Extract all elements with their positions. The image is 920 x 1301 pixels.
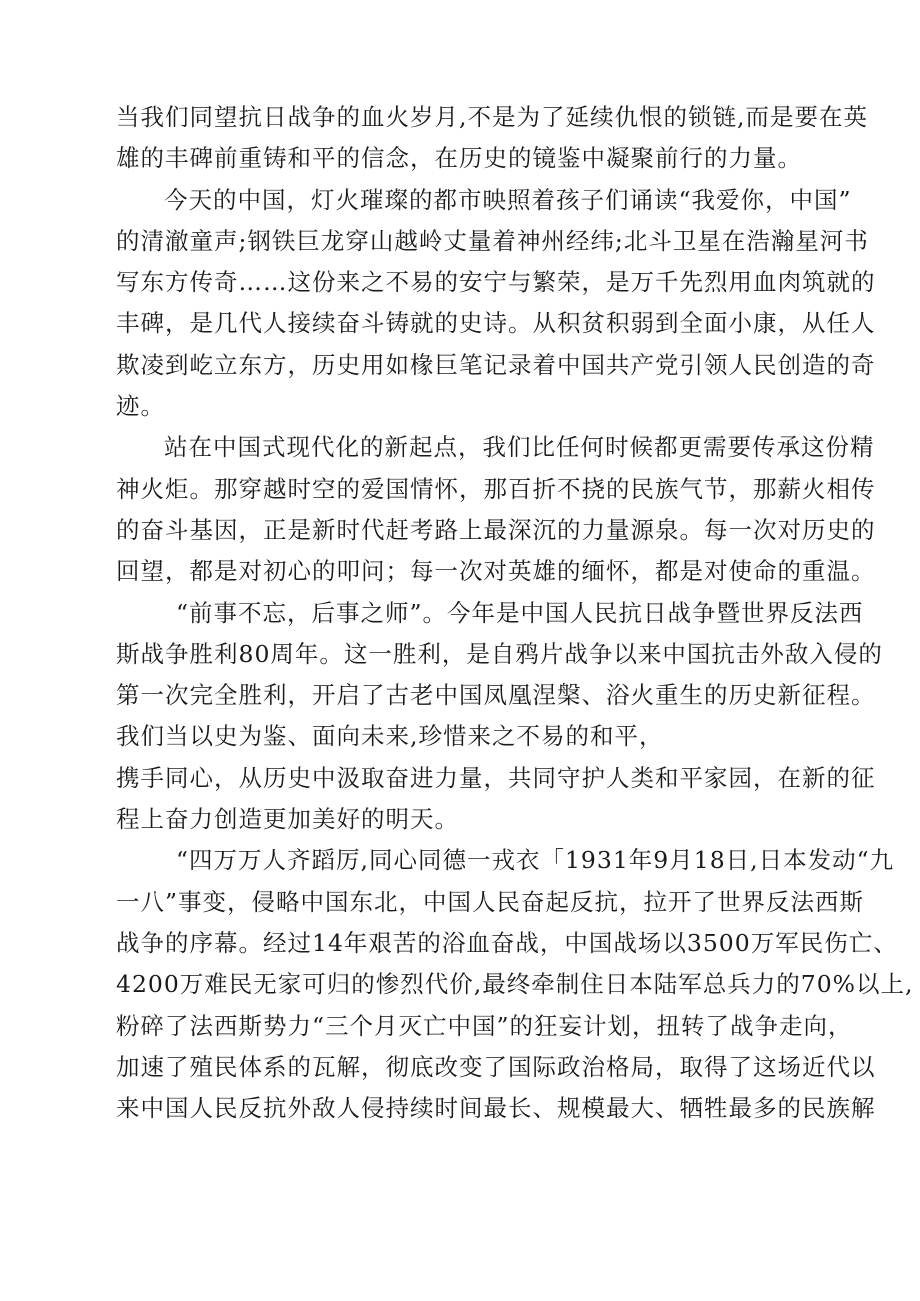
text-line: 斯战争胜利80周年。这一胜利，是自鸦片战争以来中国抗击外敌入侵的: [116, 639, 883, 668]
text-line: 第一次完全胜利，开启了古老中国凤凰涅槃、浴火重生的历史新征程。: [116, 681, 876, 710]
text-line: 的奋斗基因，正是新时代赶考路上最深沉的力量源泉。每一次对历史的: [116, 515, 876, 544]
text-line: 的清澈童声;钢铁巨龙穿山越岭丈量着神州经纬;北斗卫星在浩瀚星河书: [116, 226, 869, 255]
text-line: 我们当以史为鉴、面向未来,珍惜来之不易的和平，: [116, 722, 664, 751]
text-line: 战争的序幕。经过14年艰苦的浴血奋战，中国战场以3500万军民伤亡、: [116, 928, 898, 957]
text-line: 4200万难民无家可归的惨烈代价,最终牵制住日本陆军总兵力的70%以上,: [116, 970, 914, 999]
text-line: 粉碎了法西斯势力“三个月灭亡中国”的狂妄计划，扭转了战争走向，: [116, 1011, 853, 1040]
text-line: 丰碑，是几代人接续奋斗铸就的史诗。从积贫积弱到全面小康，从任人: [116, 309, 876, 338]
text-line: 站在中国式现代化的新起点，我们比任何时候都更需要传承这份精: [164, 433, 875, 462]
text-line: 神火炬。那穿越时空的爱国情怀，那百折不挠的民族气节，那薪火相传: [116, 474, 876, 503]
text-line: 来中国人民反抗外敌人侵持续时间最长、规模最大、牺牲最多的民族解: [116, 1094, 876, 1123]
text-line: 迹。: [116, 392, 165, 421]
text-line: “四万万人齐蹈厉,同心同德一戎衣「1931年9月18日,日本发动“九: [176, 846, 895, 875]
text-line: 一八”事变，侵略中国东北，中国人民奋起反抗，拉开了世界反法西斯: [116, 887, 865, 916]
text-line: 雄的丰碑前重铸和平的信念，在历史的镜鉴中凝聚前行的力量。: [116, 144, 802, 173]
text-line: 程上奋力创造更加美好的明天。: [116, 805, 459, 834]
text-line: 写东方传奇……这份来之不易的安宁与繁荣，是万千先烈用血肉筑就的: [116, 268, 876, 297]
text-line: 今天的中国，灯火璀璨的都市映照着孩子们诵读“我爱你，中国”: [164, 185, 852, 214]
text-line: 携手同心，从历史中汲取奋进力量，共同守护人类和平家园，在新的征: [116, 763, 876, 792]
text-line: 欺凌到屹立东方，历史用如椽巨笔记录着中国共产党引领人民创造的奇: [116, 350, 876, 379]
text-line: 回望，都是对初心的叩问；每一次对英雄的缅怀，都是对使命的重温。: [116, 557, 876, 586]
body-text: [116, 97, 914, 1129]
text-line: “前事不忘，后事之师”。今年是中国人民抗日战争暨世界反法西: [176, 598, 864, 627]
text-line: 当我们同望抗日战争的血火岁月,不是为了延续仇恨的锁链,而是要在英: [116, 103, 868, 131]
text-line: 加速了殖民体系的瓦解，彻底改变了国际政治格局，取得了这场近代以: [116, 1052, 876, 1081]
